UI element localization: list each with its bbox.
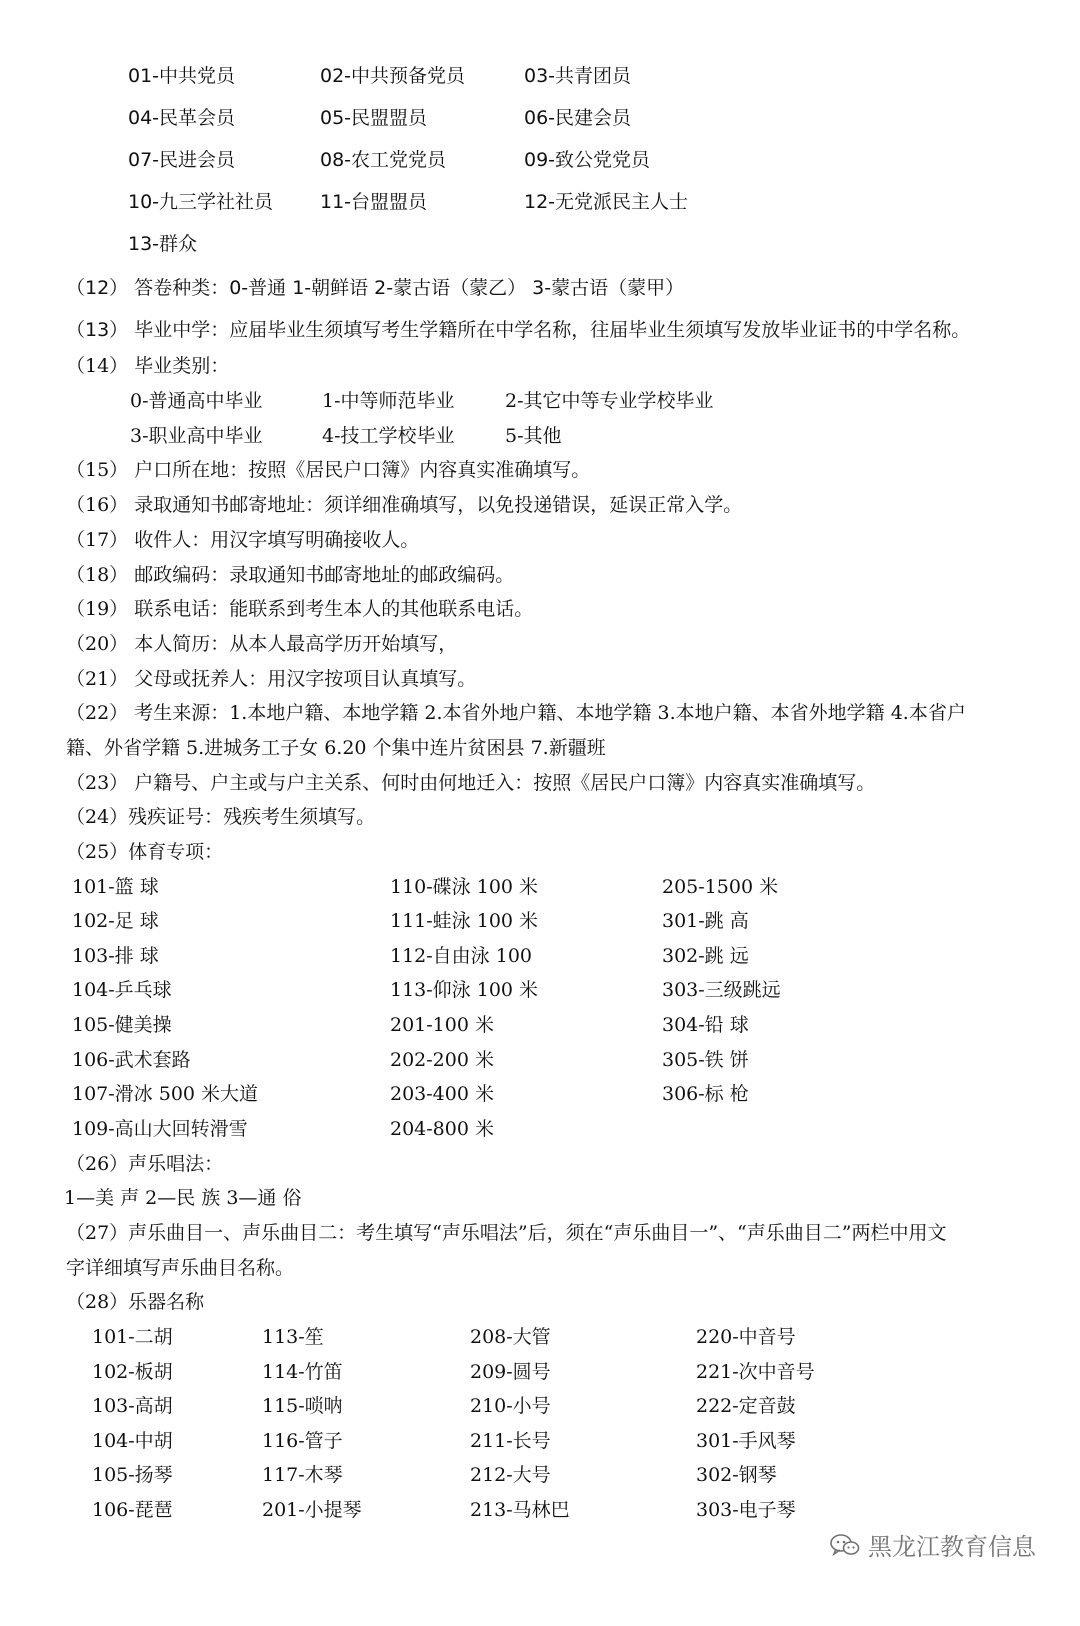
sports-option: 113-仰泳 100 米 — [390, 979, 539, 1001]
sports-option: 109-高山大回转滑雪 — [72, 1118, 248, 1140]
item-26-vocal-label: （26）声乐唱法： — [66, 1153, 224, 1175]
instrument-option: 106-琵琶 — [92, 1499, 173, 1521]
instrument-option: 302-钢琴 — [696, 1464, 777, 1486]
instrument-row — [0, 1388, 1080, 1424]
wechat-icon — [830, 1533, 860, 1557]
instrument-option: 220-中音号 — [696, 1326, 796, 1348]
party-row — [0, 58, 1080, 94]
party-option: 12-无党派民主人士 — [524, 191, 689, 213]
graduation-type-option: 1-中等师范毕业 — [322, 390, 455, 412]
instrument-option: 212-大号 — [470, 1464, 551, 1486]
item-19: （19） 联系电话：能联系到考生本人的其他联系电话。 — [66, 598, 534, 620]
instrument-option: 105-扬琴 — [92, 1464, 173, 1486]
instrument-option: 209-圆号 — [470, 1361, 551, 1383]
instrument-row — [0, 1492, 1080, 1528]
sports-option: 106-武术套路 — [72, 1049, 191, 1071]
item-13-graduation-school: （13） 毕业中学：应届毕业生须填写考生学籍所在中学名称，往届毕业生须填写发放毕业证书的中学名称。 — [66, 319, 971, 341]
instrument-row — [0, 1457, 1080, 1493]
sports-option: 107-滑冰 500 米大道 — [72, 1083, 259, 1105]
sports-row — [0, 869, 1080, 905]
sports-option: 112-自由泳 100 — [390, 945, 532, 967]
item-25-sports-label: （25）体育专项： — [66, 841, 224, 863]
instrument-row — [0, 1319, 1080, 1355]
sports-option: 205-1500 米 — [662, 876, 779, 898]
item-18: （18） 邮政编码：录取通知书邮寄地址的邮政编码。 — [66, 564, 515, 586]
graduation-type-option: 3-职业高中毕业 — [130, 425, 263, 447]
instrument-option: 208-大管 — [470, 1326, 551, 1348]
item-16: （16） 录取通知书邮寄地址：须详细准确填写，以免投递错误，延误正常入学。 — [66, 494, 743, 516]
item-21: （21） 父母或抚养人：用汉字按项目认真填写。 — [66, 668, 477, 690]
sports-row — [0, 972, 1080, 1008]
sports-option: 105-健美操 — [72, 1014, 172, 1036]
sports-option: 111-蛙泳 100 米 — [390, 910, 539, 932]
sports-option: 306-标 枪 — [662, 1083, 749, 1105]
party-row — [0, 100, 1080, 136]
graduation-type-option: 4-技工学校毕业 — [322, 425, 455, 447]
instrument-option: 104-中胡 — [92, 1430, 173, 1452]
sports-row — [0, 903, 1080, 939]
item-27-line-1: （27）声乐曲目一、声乐曲目二：考生填写“声乐唱法”后，须在“声乐曲目一”、“声乐曲目二”两栏中用文 — [66, 1222, 947, 1244]
item-28-instrument-label: （28）乐器名称 — [66, 1291, 205, 1313]
instrument-option: 222-定音鼓 — [696, 1395, 796, 1417]
party-option: 08-农工党党员 — [320, 149, 447, 171]
item-27-line-2: 字详细填写声乐曲目名称。 — [66, 1257, 295, 1279]
instrument-option: 213-马林巴 — [470, 1499, 570, 1521]
sports-option: 202-200 米 — [390, 1049, 494, 1071]
item-24: （24）残疾证号：残疾考生须填写。 — [66, 806, 376, 828]
sports-option: 302-跳 远 — [662, 945, 749, 967]
item-14-graduation-type: （14） 毕业类别： — [66, 355, 230, 377]
instrument-option: 114-竹笛 — [262, 1361, 343, 1383]
item-17: （17） 收件人：用汉字填写明确接收人。 — [66, 529, 420, 551]
instrument-option: 115-唢呐 — [262, 1395, 343, 1417]
sports-option: 203-400 米 — [390, 1083, 494, 1105]
watermark-text: 黑龙江教育信息 — [868, 1533, 1036, 1561]
party-row — [0, 184, 1080, 220]
item-22-line-1: （22） 考生来源：1.本地户籍、本地学籍 2.本省外地户籍、本地学籍 3.本地户籍、本省外地学籍 4.本省户 — [66, 702, 966, 724]
party-row — [0, 226, 1080, 262]
sports-row — [0, 1111, 1080, 1147]
sports-option: 102-足 球 — [72, 910, 159, 932]
sports-option: 301-跳 高 — [662, 910, 749, 932]
instrument-option: 210-小号 — [470, 1395, 551, 1417]
graduation-type-row — [0, 418, 1080, 454]
sports-option: 110-碟泳 100 米 — [390, 876, 539, 898]
sports-option: 303-三级跳远 — [662, 979, 781, 1001]
instrument-option: 101-二胡 — [92, 1326, 173, 1348]
party-option: 01-中共党员 — [128, 65, 236, 87]
graduation-type-option: 5-其他 — [505, 425, 562, 447]
instrument-option: 303-电子琴 — [696, 1499, 796, 1521]
instrument-option: 201-小提琴 — [262, 1499, 362, 1521]
sports-option: 103-排 球 — [72, 945, 159, 967]
party-option: 02-中共预备党员 — [320, 65, 466, 87]
party-option: 04-民革会员 — [128, 107, 236, 129]
sports-row — [0, 1007, 1080, 1043]
sports-option: 104-乒乓球 — [72, 979, 172, 1001]
instrument-option: 103-高胡 — [92, 1395, 173, 1417]
instrument-option: 102-板胡 — [92, 1361, 173, 1383]
sports-option: 101-篮 球 — [72, 876, 159, 898]
sports-option: 304-铅 球 — [662, 1014, 749, 1036]
party-option: 07-民进会员 — [128, 149, 236, 171]
instrument-row — [0, 1354, 1080, 1390]
instrument-option: 211-长号 — [470, 1430, 551, 1452]
item-12-answer-type: （12） 答卷种类：0-普通 1-朝鲜语 2-蒙古语（蒙乙） 3-蒙古语（蒙甲） — [66, 277, 685, 299]
instrument-option: 116-管子 — [262, 1430, 343, 1452]
item-15: （15） 户口所在地：按照《居民户口簿》内容真实准确填写。 — [66, 459, 591, 481]
instrument-option: 117-木琴 — [262, 1464, 343, 1486]
sports-option: 204-800 米 — [390, 1118, 494, 1140]
instrument-option: 113-笙 — [262, 1326, 324, 1348]
party-option: 05-民盟盟员 — [320, 107, 428, 129]
instrument-row — [0, 1423, 1080, 1459]
sports-option: 201-100 米 — [390, 1014, 494, 1036]
party-option: 03-共青团员 — [524, 65, 632, 87]
party-option: 11-台盟盟员 — [320, 191, 428, 213]
watermark — [830, 1527, 1036, 1562]
party-option: 13-群众 — [128, 233, 198, 255]
party-option: 06-民建会员 — [524, 107, 632, 129]
party-option: 09-致公党党员 — [524, 149, 651, 171]
graduation-type-row — [0, 383, 1080, 419]
graduation-type-option: 0-普通高中毕业 — [130, 390, 263, 412]
vocal-styles: 1—美 声 2—民 族 3—通 俗 — [64, 1187, 302, 1209]
instrument-option: 221-次中音号 — [696, 1361, 815, 1383]
party-row — [0, 142, 1080, 178]
instrument-option: 301-手风琴 — [696, 1430, 796, 1452]
item-23: （23） 户籍号、户主或与户主关系、何时由何地迁入：按照《居民户口簿》内容真实准确填写。 — [66, 772, 876, 794]
sports-row — [0, 1076, 1080, 1112]
graduation-type-option: 2-其它中等专业学校毕业 — [505, 390, 714, 412]
item-20: （20） 本人简历：从本人最高学历开始填写， — [66, 633, 458, 655]
sports-row — [0, 1042, 1080, 1078]
sports-row — [0, 938, 1080, 974]
sports-option: 305-铁 饼 — [662, 1049, 749, 1071]
party-option: 10-九三学社社员 — [128, 191, 274, 213]
item-22-line-2: 籍、外省学籍 5.进城务工子女 6.20 个集中连片贫困县 7.新疆班 — [66, 737, 606, 759]
